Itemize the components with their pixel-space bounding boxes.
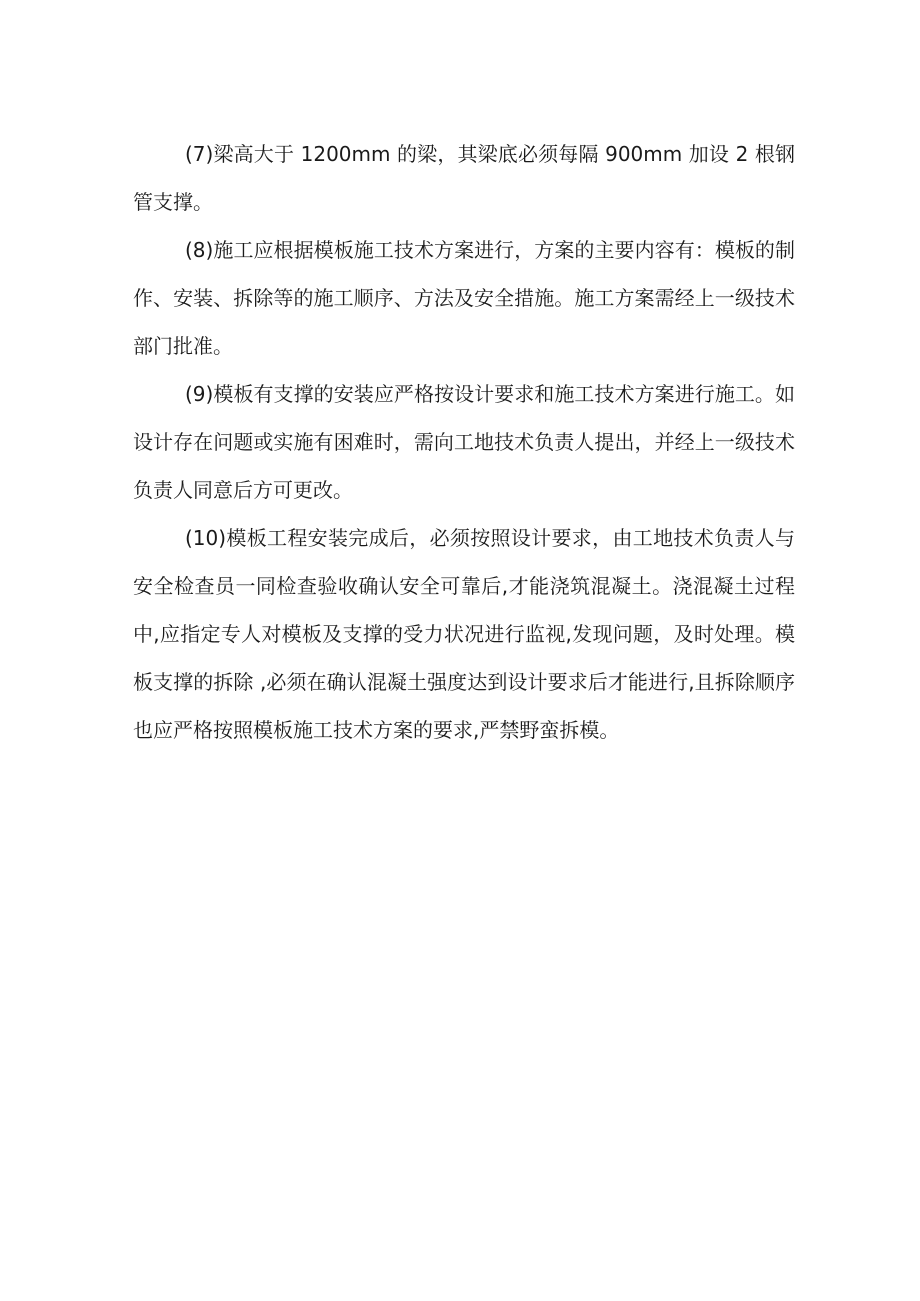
paragraph-9: (9)模板有支撑的安装应严格按设计要求和施工技术方案进行施工。如设计存在问题或实施有困难时，需向工地技术负责人提出，并经上一级技术负责人同意后方可更改。 — [133, 382, 795, 502]
paragraph-7: (7)梁高大于 1200mm 的梁，其梁底必须每隔 900mm 加设 2 根钢管支撑。 — [133, 142, 795, 214]
paragraph-10: (10)模板工程安装完成后，必须按照设计要求，由工地技术负责人与安全检查员一同检查验收确认安全可靠后,才能浇筑混凝土。浇混凝土过程中,应指定专人对模板及支撑的受力状况进行监视,发现问题，及时处理。模板支撑的拆除 ,必须在确认混凝土强度达到设计要求后才能进行,且拆除顺序也应严格按照模板施工技术方案的要求,严禁野蛮拆模。 — [133, 526, 795, 742]
paragraph-8: (8)施工应根据模板施工技术方案进行，方案的主要内容有：模板的制作、安装、拆除等的施工顺序、方法及安全措施。施工方案需经上一级技术部门批准。 — [133, 238, 795, 358]
document-body — [133, 130, 795, 754]
